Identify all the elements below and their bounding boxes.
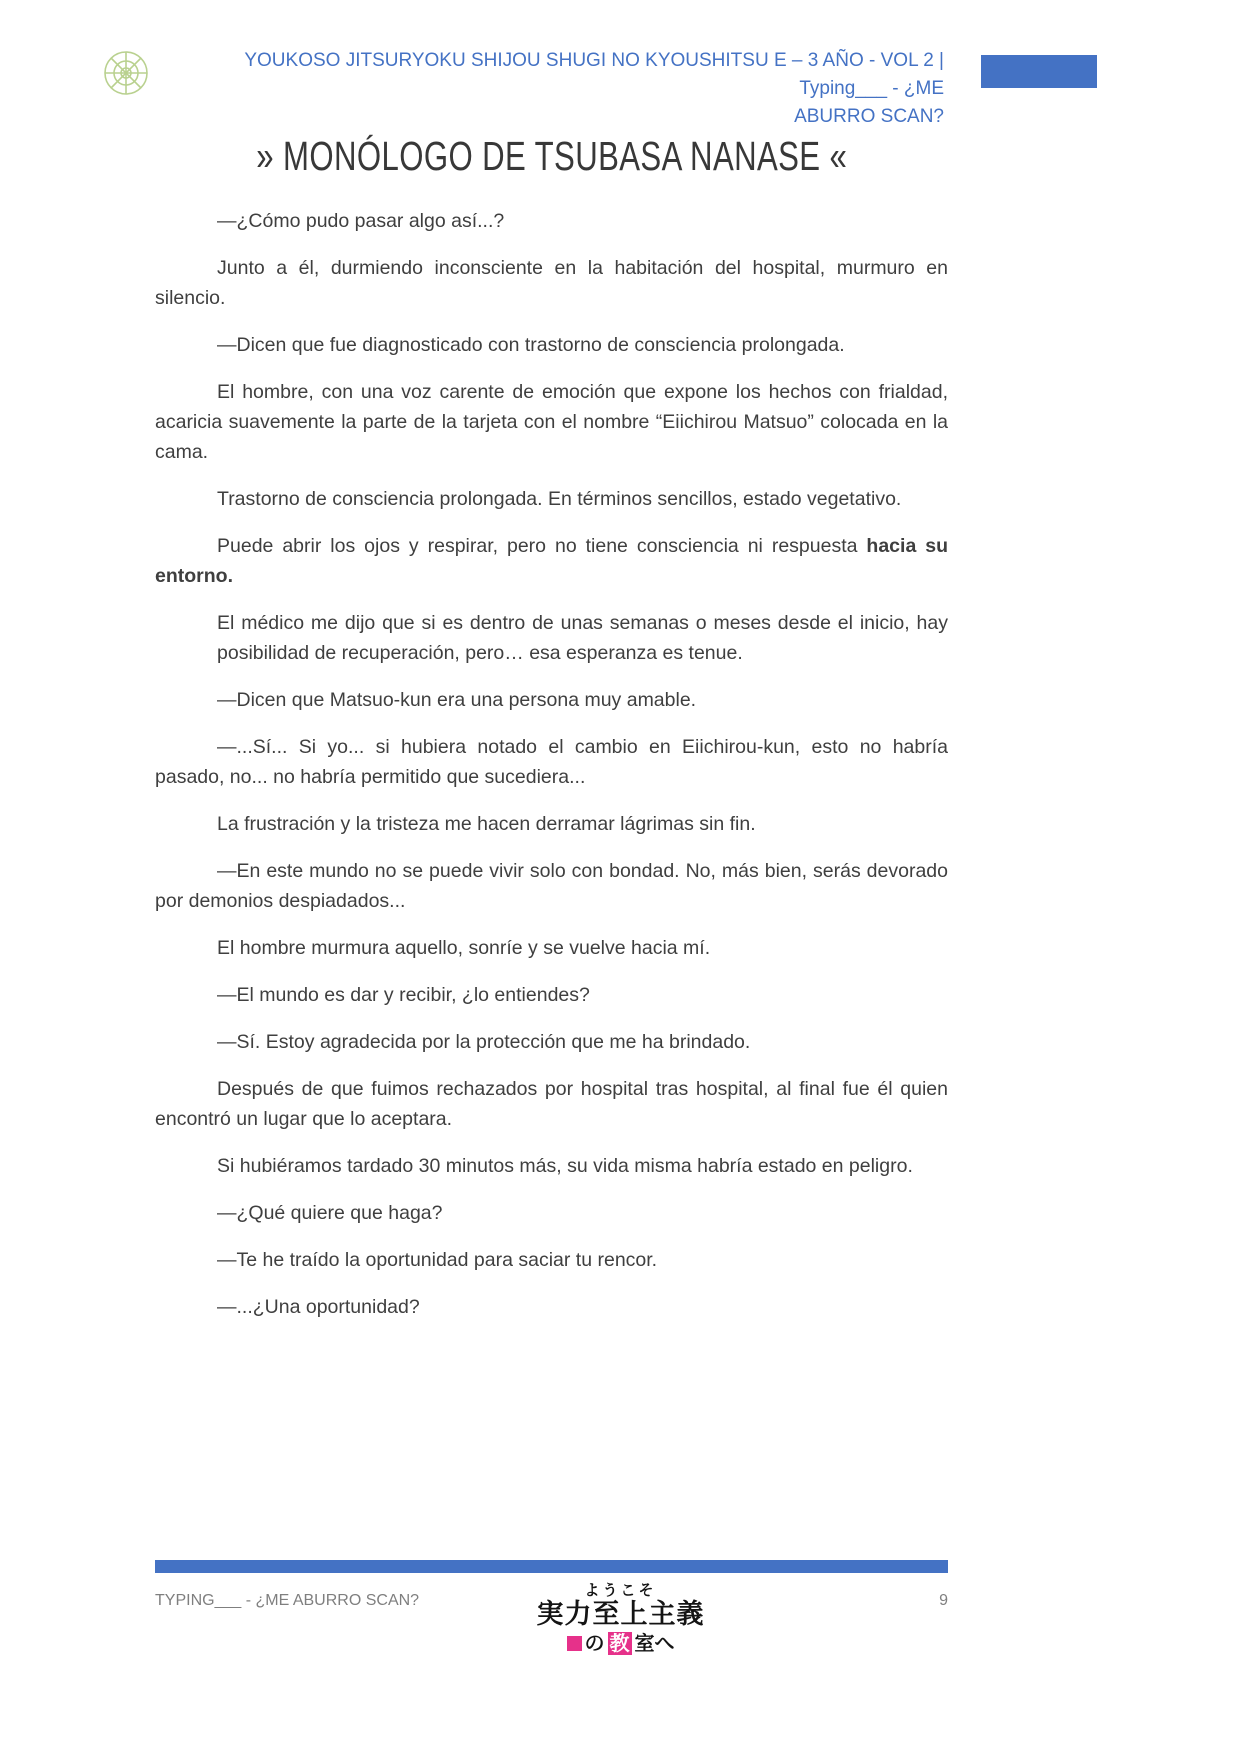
series-logo-jitsuryoku: 実力至上主義 [536,1599,705,1631]
scan-logo-icon [103,50,149,96]
paragraph [155,1245,948,1275]
paragraph-text: —Dicen que Matsuo-kun era una persona muy amable. [217,689,697,711]
series-logo-no: の [584,1631,605,1656]
series-logo-shitsue: 室へ [634,1631,675,1656]
paragraph [155,1027,948,1057]
paragraph-text: Trastorno de consciencia prolongada. En términos sencillos, estado vegetativo. [217,488,902,510]
paragraph [155,484,948,514]
paragraph-text: —Dicen que fue diagnosticado con trastorno de consciencia prolongada. [217,334,845,356]
page-number: 9 [939,1592,948,1609]
paragraph-text: Después de que fuimos rechazados por hospital tras hospital, al final fue él quien encontró un lugar que lo aceptara. [155,1078,948,1130]
footer-scan-credit: TYPING___ - ¿ME ABURRO SCAN? [155,1592,420,1609]
series-logo-bottom-row [567,1632,675,1655]
series-logo-pink-badge [567,1636,582,1651]
paragraph-text: —El mundo es dar y recibir, ¿lo entiendes? [217,984,590,1006]
paragraph-text: —...¿Una oportunidad? [217,1296,420,1318]
series-logo-kyou-highlight: 教 [609,1631,630,1656]
running-header-line2: ABURRO SCAN? [794,106,944,127]
paragraph-text: Junto a él, durmiendo inconsciente en la habitación del hospital, murmuro en silencio. [155,257,948,309]
running-header [158,47,944,131]
paragraph [155,732,948,792]
paragraph [155,1151,948,1181]
footer-rule-bar [155,1560,948,1573]
paragraph-bold-text: hacia su entorno. [155,535,948,587]
paragraph [155,330,948,360]
paragraph [155,1198,948,1228]
paragraph-text: Si hubiéramos tardado 30 minutos más, su vida misma habría estado en peligro. [217,1155,913,1177]
paragraph-text: El médico me dijo que si es dentro de unas semanas o meses desde el inicio, hay posibilidad de recuperación, pero… esa esperanza es tenue. [217,612,948,664]
paragraph-text: —Sí. Estoy agradecida por la protección que me ha brindado. [217,1031,751,1053]
series-logo [537,1582,705,1655]
paragraph-text: La frustración y la tristeza me hacen derramar lágrimas sin fin. [217,813,756,835]
paragraph [155,377,948,467]
paragraph-text: —¿Qué quiere que haga? [217,1202,443,1224]
paragraph [217,608,948,668]
paragraph-text: —En este mundo no se puede vivir solo con bondad. No, más bien, serás devorado por demonios despiadados... [155,860,948,912]
paragraph-text: El hombre murmura aquello, sonríe y se vuelve hacia mí. [217,937,711,959]
paragraph [155,206,948,236]
page-content [155,133,948,1339]
paragraph [155,980,948,1010]
paragraph [155,809,948,839]
paragraph-text: Puede abrir los ojos y respirar, pero no tiene consciencia ni respuesta [217,535,867,557]
paragraph [155,1292,948,1322]
paragraph [155,856,948,916]
paragraph-text: El hombre, con una voz carente de emoción que expone los hechos con frialdad, acaricia suavemente la parte de la tarjeta con el nombre “Eiichirou Matsuo” colocada en la cama. [155,381,948,463]
header-blue-rectangle [981,55,1097,88]
paragraph [155,685,948,715]
paragraph-text: —¿Cómo pudo pasar algo así...? [217,210,505,232]
paragraph [155,253,948,313]
running-header-line1: YOUKOSO JITSURYOKU SHIJOU SHUGI NO KYOUSHITSU E – 3 AÑO - VOL 2 | Typing___ - ¿ME [244,50,944,99]
paragraph [155,531,948,591]
paragraph-text: —...Sí... Si yo... si hubiera notado el cambio en Eiichirou-kun, esto no habría pasado, no... no habría permitido que sucediera... [155,736,948,788]
series-logo-youkoso: ようこそ [584,1581,657,1599]
paragraph-text: —Te he traído la oportunidad para saciar tu rencor. [217,1249,658,1271]
paragraph [155,1074,948,1134]
paragraphs [155,206,948,1322]
paragraph [155,933,948,963]
chapter-title: » MONÓLOGO DE TSUBASA NANASE « [256,133,847,179]
